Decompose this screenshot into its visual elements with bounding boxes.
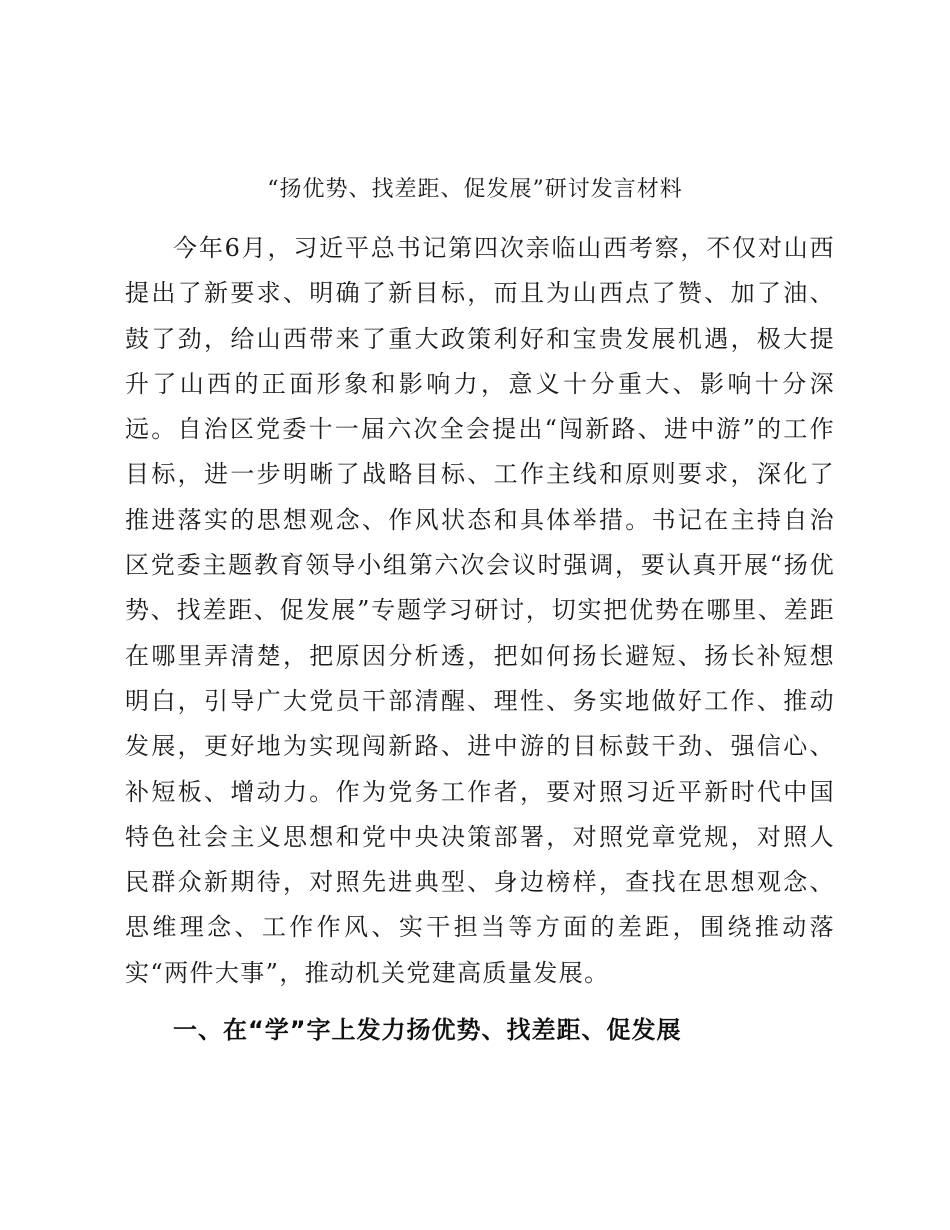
- document-title: “扬优势、找差距、促发展”研讨发言材料: [267, 177, 683, 202]
- body-paragraph: 今年6月，习近平总书记第四次亲临山西考察，不仅对山西提出了新要求、明确了新目标，而且为山西点了赞、加了油、鼓了劲，给山西带来了重大政策利好和宝贵发展机遇，极大提升了山西的正面形象和影响力，意义十分重大、影响十分深远。自治区党委十一届六次全会提出“闯新路、进中游”的工作目标，进一步明晰了战略目标、工作主线和原则要求，深化了推进落实的思想观念、作风状态和具体举措。书记在主持自治区党委主题教育领导小组第六次会议时强调，要认真开展“扬优势、找差距、促发展”专题学习研讨，切实把优势在哪里、差距在哪里弄清楚，把原因分析透，把如何扬长避短、扬长补短想明白，引导广大党员干部清醒、理性、务实地做好工作、推动发展，更好地为实现闯新路、进中游的目标鼓干劲、强信心、补短板、增动力。作为党务工作者，要对照习近平新时代中国特色社会主义思想和党中央决策部署，对照党章党规，对照人民群众新期待，对照先进典型、身边榜样，查找在思想观念、思维理念、工作作风、实干担当等方面的差距，围绕推动落实“两件大事”，推动机关党建高质量发展。: [125, 234, 835, 987]
- section-heading: 一、在“学”字上发力扬优势、找差距、促发展: [173, 1016, 682, 1044]
